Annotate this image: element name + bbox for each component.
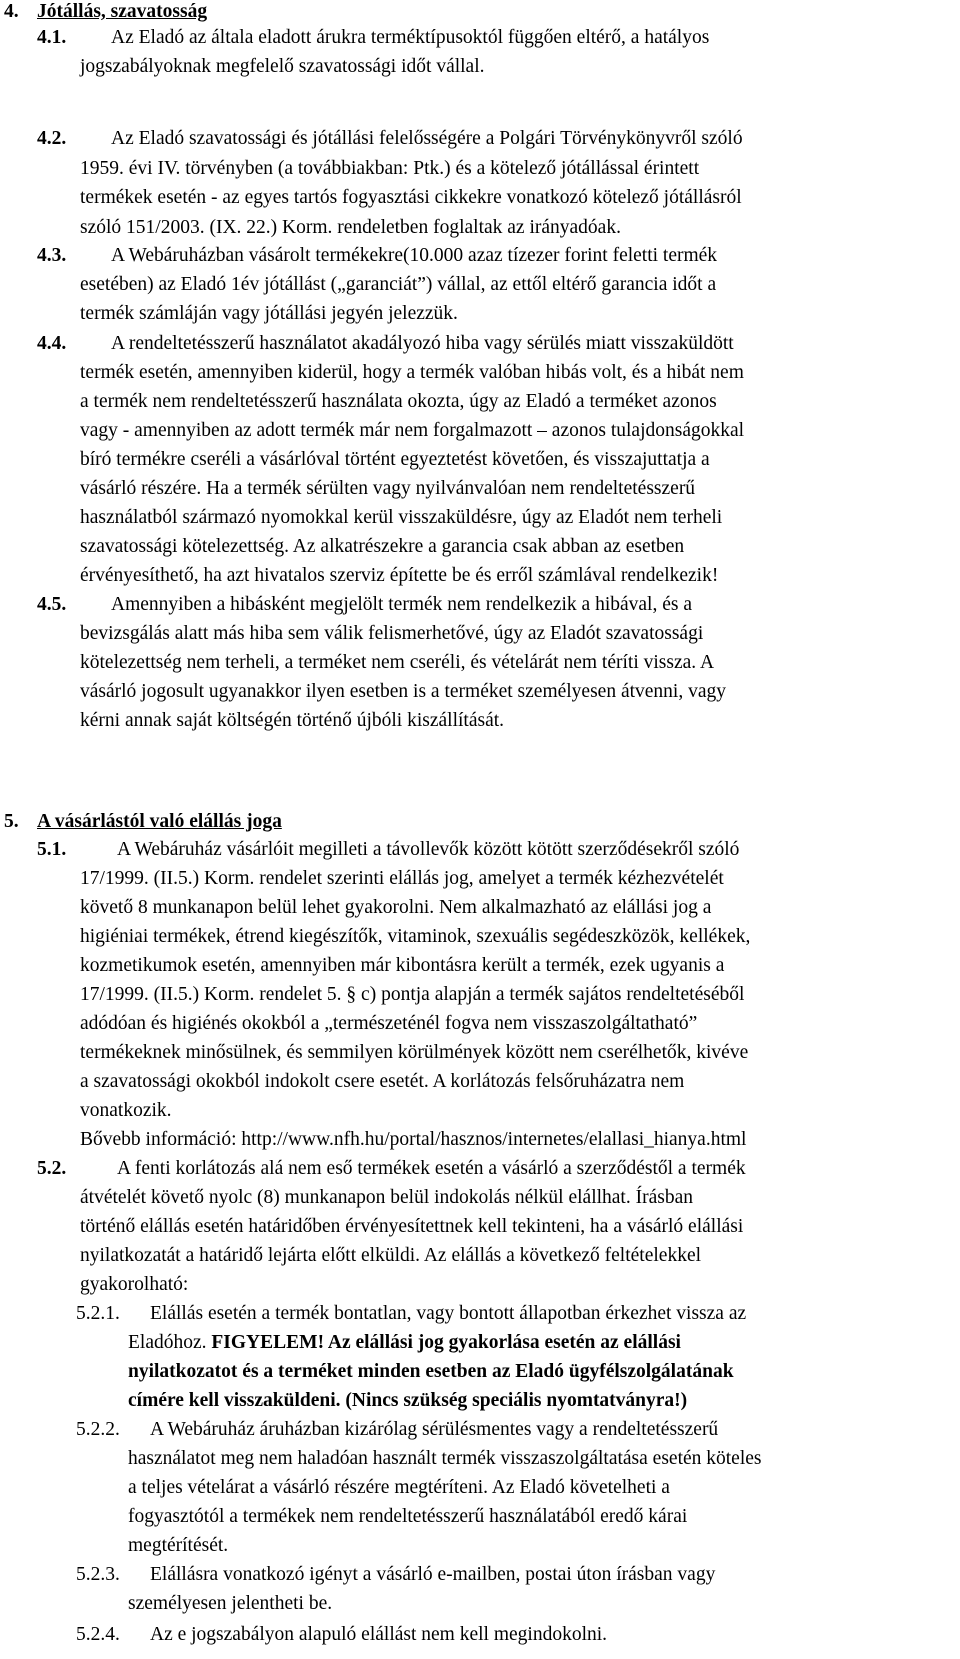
para-4-5-line: vásárló jogosult ugyanakkor ilyen esetben is a terméket személyesen átvenni, vagy bbox=[80, 681, 727, 702]
para-5-2-2-line: használatot meg nem haladóan használt termék visszaszolgáltatása esetén köteles bbox=[128, 1448, 762, 1469]
para-5-2-line: A fenti korlátozás alá nem eső termékek esetén a vásárló a szerződéstől a termék bbox=[117, 1158, 746, 1179]
para-4-4-line: bíró termékre cseréli a vásárlóval történt egyeztetést követően, és visszajuttatja a bbox=[80, 449, 710, 470]
para-5-1-line: vonatkozik. bbox=[80, 1100, 172, 1121]
para-4-4-line: vagy - amennyiben az adott termék már nem forgalmazott – azonos tulajdonságokkal bbox=[80, 420, 745, 441]
para-4-4-line: a termék nem rendeltetésszerű használata okozta, úgy az Eladó a terméket azonos bbox=[80, 391, 717, 412]
para-5-1-line: adódóan és higiénés okokból a „természeténél fogva nem visszaszolgáltatható” bbox=[80, 1013, 698, 1034]
para-4-4-line: vásárló részére. Ha a termék sérülten vagy nyilvánvalóan nem rendeltetésszerű bbox=[80, 478, 696, 499]
para-4-1-line: jogszabályoknak megfelelő szavatossági időt vállal. bbox=[80, 56, 485, 77]
para-5-2-3-line: Elállásra vonatkozó igényt a vásárló e-mailben, postai úton írásban vagy bbox=[150, 1564, 716, 1585]
para-4-2-line: szóló 151/2003. (IX. 22.) Korm. rendeletben foglaltak az irányadóak. bbox=[80, 217, 621, 238]
para-5-1-line: a szavatossági okokból indokolt csere esetét. A korlátozás felsőruházatra nem bbox=[80, 1071, 685, 1092]
warning-text: címére kell visszaküldeni. (Nincs szükség speciális nyomtatványra!) bbox=[128, 1390, 688, 1411]
para-5-1-line: követő 8 munkanapon belül lehet gyakorolni. Nem alkalmazható az elállási jog a bbox=[80, 897, 712, 918]
para-5-1-line: A Webáruház vásárlóit megilleti a távollevők között kötött szerződésekről szóló bbox=[117, 839, 740, 860]
warning-text: nyilatkozatot és a terméket minden esetben az Eladó ügyfélszolgálatának bbox=[128, 1361, 734, 1382]
para-5-1-number: 5.1. bbox=[37, 839, 67, 860]
para-5-2-line: nyilatkozatát a határidő lejárta előtt elküldi. Az elállás a következő feltételekkel bbox=[80, 1245, 702, 1266]
para-4-5-line: kötelezettség nem terheli, a terméket nem cseréli, és vételárát nem téríti vissza. A bbox=[80, 652, 715, 673]
para-5-1-line: higiéniai termékek, étrend kiegészítők, vitaminok, szexuális segédeszközök, kellékek, bbox=[80, 926, 751, 947]
para-4-4-number: 4.4. bbox=[37, 333, 67, 354]
para-5-2-2-line: a teljes vételárat a vásárló részére megtéríteni. Az Eladó követelheti a bbox=[128, 1477, 670, 1498]
para-5-2-4-number: 5.2.4. bbox=[76, 1624, 120, 1645]
para-4-4-line: szavatossági kötelezettség. Az alkatrészekre a garancia csak abban az esetben bbox=[80, 536, 685, 557]
para-5-2-1-text: Eladóhoz. bbox=[128, 1332, 212, 1353]
section-4-number: 4. bbox=[4, 1, 19, 22]
warning-text: FIGYELEM! Az elállási jog gyakorlása esetén az elállási bbox=[211, 1332, 681, 1353]
para-5-2-2-line: fogyasztótól a termékek nem rendeltetésszerű használatából eredő kárai bbox=[128, 1506, 688, 1527]
para-5-1-line: 17/1999. (II.5.) Korm. rendelet szerinti elállás jog, amelyet a termék kézhezvételét bbox=[80, 868, 724, 889]
para-4-1-number: 4.1. bbox=[37, 27, 67, 48]
para-5-1-line: termékeknek minősülnek, és semmilyen körülmények között nem cserélhetők, kivéve bbox=[80, 1042, 749, 1063]
para-4-5-line: bevizsgálás alatt más hiba sem válik felismerhetővé, úgy az Eladót szavatossági bbox=[80, 623, 704, 644]
para-5-2-line: gyakorolható: bbox=[80, 1274, 189, 1295]
para-4-3-number: 4.3. bbox=[37, 245, 67, 266]
para-4-3-line: A Webáruházban vásárolt termékekre(10.000 azaz tízezer forint feletti termék bbox=[111, 245, 718, 266]
para-4-5-line: Amennyiben a hibásként megjelölt termék nem rendelkezik a hibával, és a bbox=[111, 594, 693, 615]
para-5-2-line: átvételét követő nyolc (8) munkanapon belül indokolás nélkül elállhat. Írásban bbox=[80, 1187, 693, 1208]
para-5-2-2-number: 5.2.2. bbox=[76, 1419, 120, 1440]
para-4-4-line: A rendeltetésszerű használatot akadályozó hiba vagy sérülés miatt visszaküldött bbox=[111, 333, 734, 354]
para-4-4-line: érvényesíthető, ha azt hivatalos szerviz építette be és erről számlával rendelkezik! bbox=[80, 565, 719, 586]
para-4-2-number: 4.2. bbox=[37, 128, 67, 149]
para-4-4-line: használatból származó nyomokkal kerül visszaküldésre, úgy az Eladót nem terheli bbox=[80, 507, 723, 528]
para-5-2-1-line: Elállás esetén a termék bontatlan, vagy bontott állapotban érkezhet vissza az bbox=[150, 1303, 747, 1324]
para-5-2-1-number: 5.2.1. bbox=[76, 1303, 120, 1324]
para-5-2-number: 5.2. bbox=[37, 1158, 67, 1179]
para-4-2-line: 1959. évi IV. törvényben (a továbbiakban: Ptk.) és a kötelező jótállással érintett bbox=[80, 158, 700, 179]
para-4-5-line: kérni annak saját költségén történő újbóli kiszállítását. bbox=[80, 710, 505, 731]
para-5-2-2-line: megtérítését. bbox=[128, 1535, 229, 1556]
para-4-3-line: esetében) az Eladó 1év jótállást („garanciát”) vállal, az ettől eltérő garancia időt a bbox=[80, 274, 717, 295]
section-5-number: 5. bbox=[4, 811, 19, 832]
para-4-4-line: termék esetén, amennyiben kiderül, hogy a termék valóban hibás volt, és a hibát nem bbox=[80, 362, 744, 383]
para-5-2-1-line bbox=[128, 1331, 681, 1355]
para-4-2-line: termékek esetén - az egyes tartós fogyasztási cikkekre vonatkozó kötelező jótállásról bbox=[80, 187, 742, 208]
para-5-1-line: kozmetikumok esetén, amennyiben már kibontásra került a termék, ezek ugyanis a bbox=[80, 955, 725, 976]
section-5-title: A vásárlástól való elállás joga bbox=[37, 811, 282, 832]
para-5-2-line: történő elállás esetén határidőben érvényesítettnek kell tekinteni, ha a vásárló elállási bbox=[80, 1216, 744, 1237]
para-4-3-line: termék számláján vagy jótállási jegyén jelezzük. bbox=[80, 303, 458, 324]
section-4-title: Jótállás, szavatosság bbox=[37, 1, 208, 22]
para-5-2-3-line: személyesen jelentheti be. bbox=[128, 1593, 333, 1614]
para-5-2-4-line: Az e jogszabályon alapuló elállást nem kell megindokolni. bbox=[150, 1624, 608, 1645]
para-5-1-line: 17/1999. (II.5.) Korm. rendelet 5. § c) pontja alapján a termék sajátos rendeltetéséből bbox=[80, 984, 745, 1005]
para-4-5-number: 4.5. bbox=[37, 594, 67, 615]
para-5-2-3-number: 5.2.3. bbox=[76, 1564, 120, 1585]
para-5-2-2-line: A Webáruház áruházban kizárólag sérülésmentes vagy a rendeltetésszerű bbox=[150, 1419, 719, 1440]
para-4-2-line: Az Eladó szavatossági és jótállási felelősségére a Polgári Törvénykönyvről szóló bbox=[111, 128, 743, 149]
para-5-1-more-info: Bővebb információ: http://www.nfh.hu/portal/hasznos/internetes/elallasi_hianya.html bbox=[80, 1129, 747, 1150]
para-4-1-line: Az Eladó az általa eladott árukra terméktípusoktól függően eltérő, a hatályos bbox=[111, 27, 710, 48]
